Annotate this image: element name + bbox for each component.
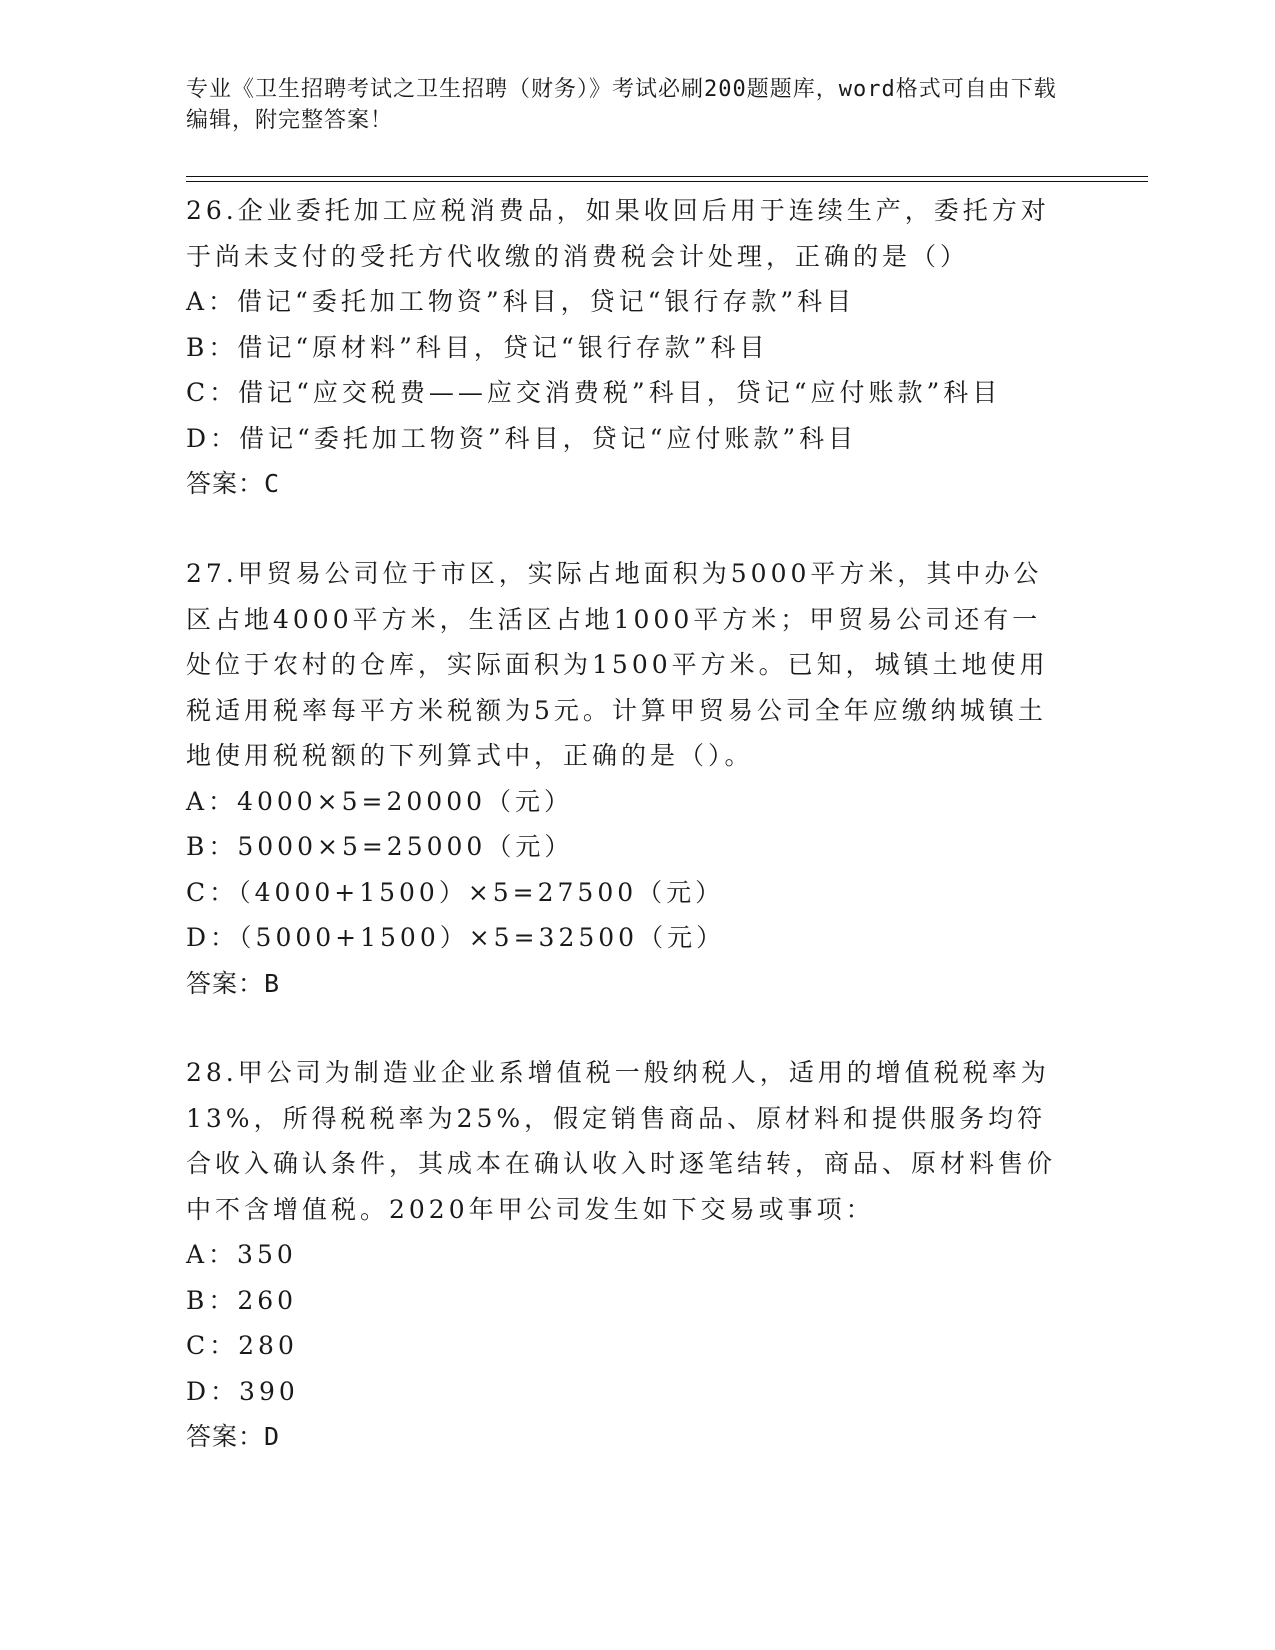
option-b: B：借记“原材料”科目，贷记“银行存款”科目 <box>186 332 769 362</box>
option-d: D：390 <box>186 1376 299 1406</box>
question-26 <box>186 188 1066 507</box>
option-c: C：280 <box>186 1331 298 1360</box>
question-stem: 28.甲公司为制造业企业系增值税一般纳税人，适用的增值税税率为13%，所得税税率为25%，假定销售商品、原材料和提供服务均符合收入确认条件，其成本在确认收入时逐笔结转，商品、原材料售价中不含增值税。2020年甲公司发生如下交易或事项： <box>186 1058 1057 1224</box>
header-divider-top <box>186 176 1148 177</box>
option-d: D：借记“委托加工物资”科目，贷记“应付账款”科目 <box>186 423 858 453</box>
document-header-text: 专业《卫生招聘考试之卫生招聘（财务）》考试必刷200题题库，word格式可自由下载编辑，附完整答案！ <box>186 77 1057 133</box>
option-d: D：（5000+1500）×5=32500（元） <box>186 923 726 952</box>
answer: 答案：B <box>186 968 281 998</box>
option-c: C：（4000+1500）×5=27500（元） <box>186 877 725 907</box>
option-b: B：260 <box>186 1285 298 1315</box>
option-b: B：5000×5=25000（元） <box>186 832 574 861</box>
option-a: A：借记“委托加工物资”科目，贷记“银行存款”科目 <box>186 287 856 316</box>
option-a: A：350 <box>186 1240 297 1269</box>
answer: 答案：C <box>186 469 281 498</box>
question-27 <box>186 551 1066 1006</box>
question-28 <box>186 1050 1066 1460</box>
option-a: A：4000×5=20000（元） <box>186 786 574 816</box>
question-stem: 27.甲贸易公司位于市区，实际占地面积为5000平方米，其中办公区占地4000平方米，生活区占地1000平方米；甲贸易公司还有一处位于农村的仓库，实际面积为1500平方米。已知，城镇土地使用税适用税率每平方米税额为5元。计算甲贸易公司全年应缴纳城镇土地使用税税额的下列算式中，正确的是（）。 <box>186 559 1049 770</box>
option-c: C：借记“应交税费——应交消费税”科目，贷记“应付账款”科目 <box>186 378 1002 407</box>
answer: 答案：D <box>186 1422 281 1451</box>
question-stem: 26.企业委托加工应税消费品，如果收回后用于连续生产，委托方对于尚未支付的受托方代收缴的消费税会计处理，正确的是（） <box>186 196 1050 271</box>
header-divider-bottom <box>186 181 1148 182</box>
